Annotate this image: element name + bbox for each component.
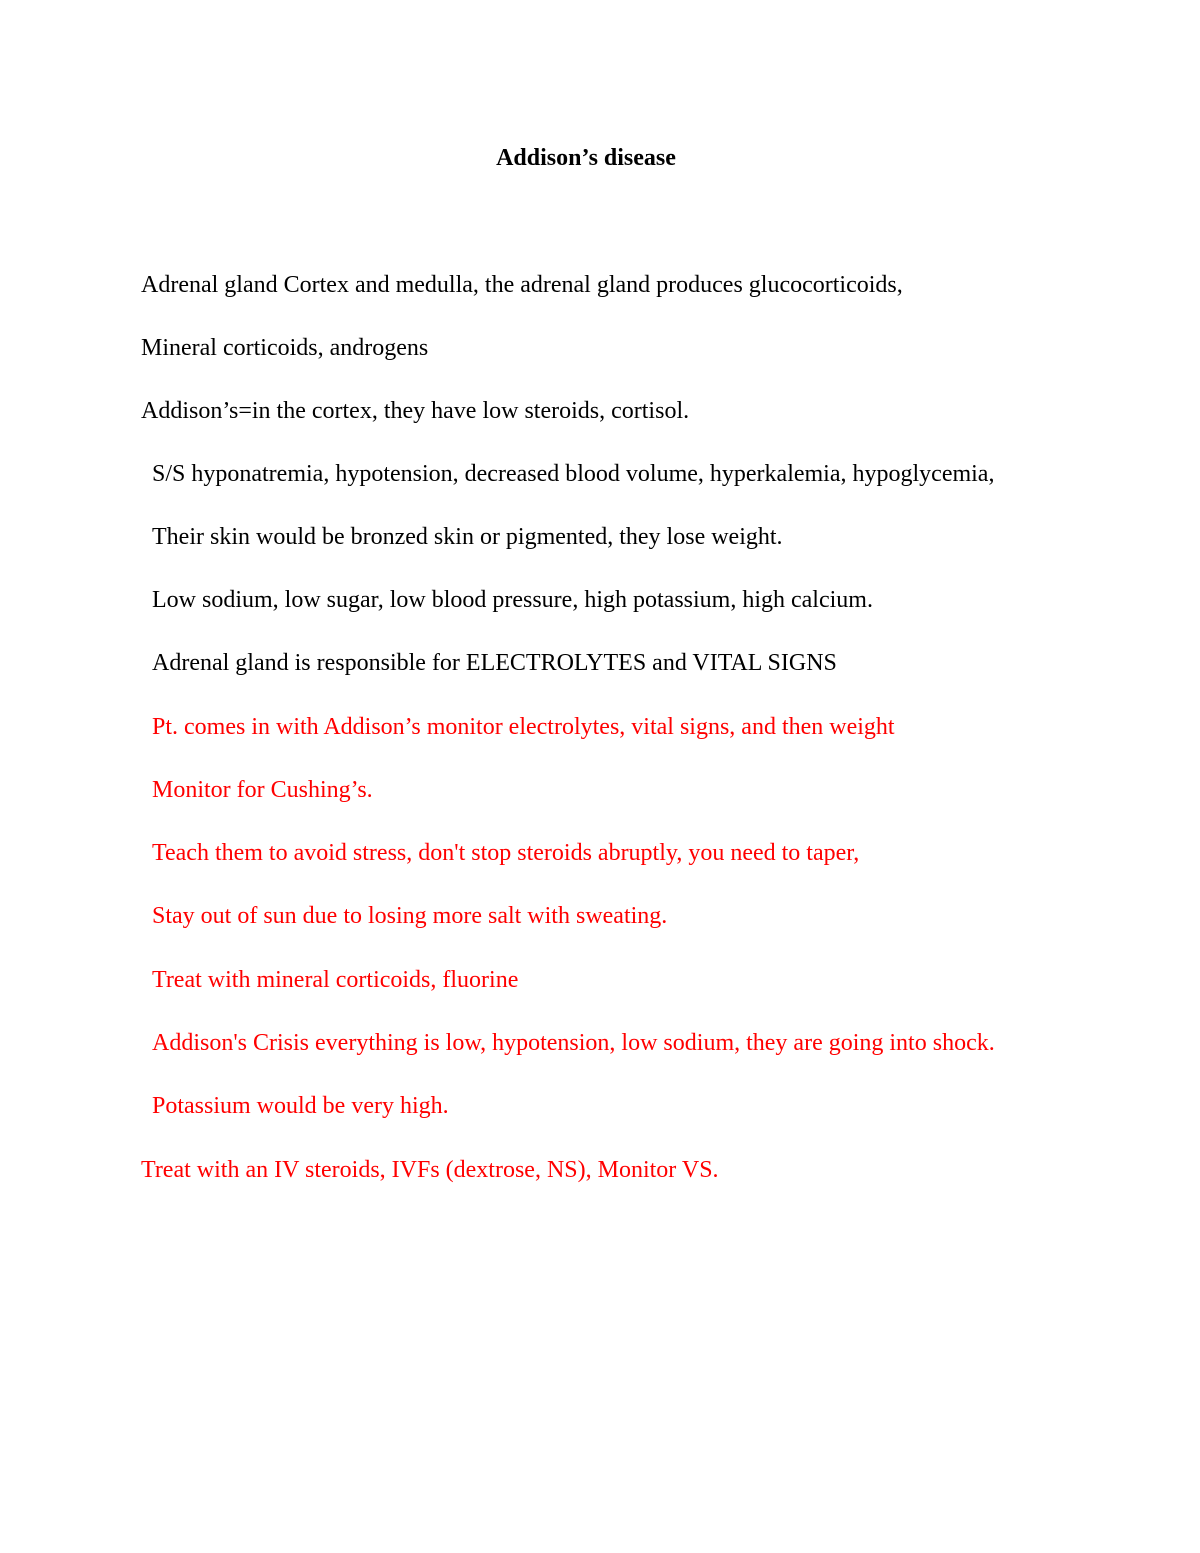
line-treat-mineral-corticoids: Treat with mineral corticoids, fluorine (152, 967, 519, 993)
line-lab-values: Low sodium, low sugar, low blood pressure, high potassium, high calcium. (152, 587, 873, 613)
line-adrenal-gland-overview: Adrenal gland Cortex and medulla, the adrenal gland produces glucocorticoids, (141, 272, 903, 298)
line-adrenal-responsibility: Adrenal gland is responsible for ELECTROLYTES and VITAL SIGNS (152, 650, 837, 676)
document-title: Addison’s disease (496, 145, 676, 171)
line-potassium-high: Potassium would be very high. (152, 1093, 449, 1119)
line-patient-monitoring: Pt. comes in with Addison’s monitor electrolytes, vital signs, and then weight (152, 714, 895, 740)
line-signs-symptoms: S/S hyponatremia, hypotension, decreased blood volume, hyperkalemia, hypoglycemia, (152, 461, 995, 487)
line-teach-avoid-stress: Teach them to avoid stress, don't stop steroids abruptly, you need to taper, (152, 840, 860, 866)
line-treat-iv-steroids: Treat with an IV steroids, IVFs (dextrose, NS), Monitor VS. (141, 1157, 719, 1183)
line-addisons-crisis: Addison's Crisis everything is low, hypotension, low sodium, they are going into shock. (152, 1030, 995, 1056)
line-stay-out-of-sun: Stay out of sun due to losing more salt with sweating. (152, 903, 668, 929)
line-skin-weight: Their skin would be bronzed skin or pigmented, they lose weight. (152, 524, 783, 550)
line-addisons-cortex: Addison’s=in the cortex, they have low steroids, cortisol. (141, 398, 690, 424)
line-monitor-cushings: Monitor for Cushing’s. (152, 777, 373, 803)
line-mineral-corticoids: Mineral corticoids, androgens (141, 335, 429, 361)
